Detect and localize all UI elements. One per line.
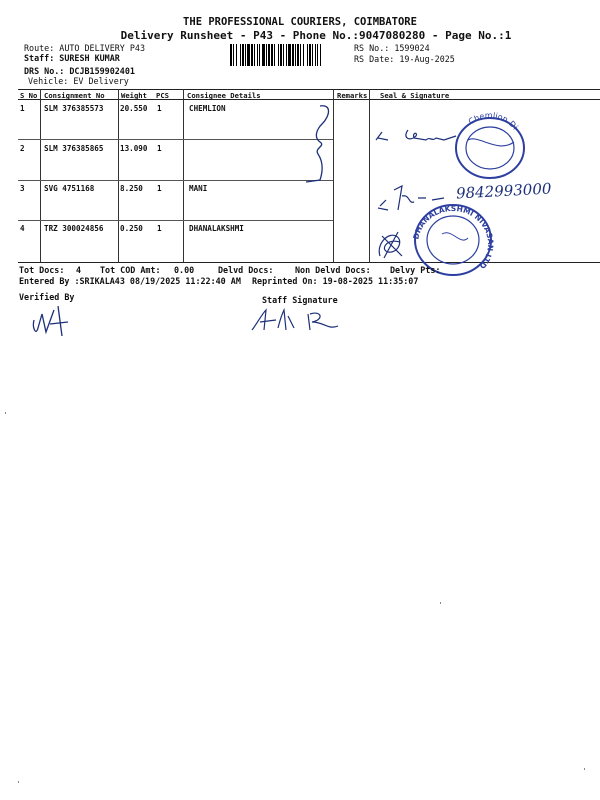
vehicle-label: Vehicle: EV Delivery <box>28 76 129 86</box>
company-stamp <box>448 108 534 186</box>
staff-label: Staff: SURESH KUMAR <box>24 53 120 63</box>
barcode-bar <box>321 44 324 66</box>
svg-text:DHANALAKSHMI NIVASAN LTD <box>411 204 495 271</box>
scan-speck <box>440 602 441 604</box>
row-consignment: TRZ 300024856 <box>44 224 104 233</box>
col-divider <box>40 89 41 262</box>
row-weight: 20.550 <box>120 104 148 113</box>
row-consignee: MANI <box>189 184 208 193</box>
barcode <box>230 44 348 66</box>
cod-label: Tot COD Amt: <box>100 265 161 275</box>
row-separator <box>18 180 333 181</box>
row-separator <box>18 220 333 221</box>
tot-docs-value: 4 <box>76 265 82 275</box>
row-pcs: 1 <box>157 144 162 153</box>
row-sno: 3 <box>20 184 25 193</box>
rs-date: RS Date: 19-Aug-2025 <box>354 54 455 64</box>
scan-speck <box>18 781 19 783</box>
entered-by: Entered By :SRIKALA43 08/19/2025 11:22:40 AM <box>19 276 241 286</box>
table-bottom-rule <box>18 262 600 263</box>
col-header-weight: Weight <box>121 91 147 100</box>
col-header-remarks: Remarks <box>337 91 368 100</box>
verified-by-label: Verified By <box>19 292 75 302</box>
row-weight: 8.250 <box>120 184 143 193</box>
rs-number: RS No.: 1599024 <box>354 43 430 53</box>
row-sno: 4 <box>20 224 25 233</box>
staff-signature-label: Staff Signature <box>262 295 338 305</box>
row-sno: 1 <box>20 104 25 113</box>
staff-signature <box>248 306 344 334</box>
drs-number: DRS No.: DCJB159902401 <box>24 66 135 76</box>
table-top-rule <box>18 89 600 90</box>
row-consignee: CHEMLION <box>189 104 226 113</box>
non-delvd-docs-label: Non Delvd Docs: <box>295 265 371 275</box>
col-divider <box>118 89 119 262</box>
col-header-pcs: PCS <box>156 91 169 100</box>
row-consignment: SLM 376385573 <box>44 104 104 113</box>
row-weight: 13.090 <box>120 144 148 153</box>
verifier-signature <box>28 302 80 338</box>
reprinted-on: Reprinted On: 19-08-2025 11:35:07 <box>252 276 419 286</box>
route-label: Route: AUTO DELIVERY P43 <box>24 43 146 53</box>
company-name: THE PROFESSIONAL COURIERS, COIMBATORE <box>183 16 417 28</box>
row-consignment: SVG 4751168 <box>44 184 95 193</box>
row-consignment: SLM 376385865 <box>44 144 104 153</box>
handwritten-bracket <box>300 102 340 186</box>
svg-text:Chemlion Di <box>467 111 520 132</box>
row-pcs: 1 <box>157 184 162 193</box>
row-sno: 2 <box>20 144 25 153</box>
signature-row4 <box>374 228 408 260</box>
table-header-rule <box>18 99 600 100</box>
row-consignee: DHANALAKSHMI <box>189 224 244 233</box>
stamp2-text: DHANALAKSHMI NIVASAN LTD <box>411 204 496 271</box>
row-pcs: 1 <box>157 104 162 113</box>
cod-value: 0.00 <box>174 265 195 275</box>
delvd-docs-label: Delvd Docs: <box>218 265 274 275</box>
col-header-seal-signature: Seal & Signature <box>380 91 450 100</box>
col-header-consignee: Consignee Details <box>187 91 261 100</box>
col-header-sno: S No <box>20 91 38 100</box>
delvy-pts-label: Delvy Pts: <box>390 265 441 275</box>
handwritten-phone: 9842993000 <box>455 179 552 203</box>
col-divider <box>369 89 370 262</box>
row-weight: 0.250 <box>120 224 143 233</box>
col-header-consignment: Consignment No <box>44 91 105 100</box>
runsheet-title: Delivery Runsheet - P43 - Phone No.:9047080280 - Page No.:1 <box>120 29 512 42</box>
col-divider <box>183 89 184 262</box>
row-separator <box>18 139 333 140</box>
tot-docs-label: Tot Docs: <box>19 265 65 275</box>
row-pcs: 1 <box>157 224 162 233</box>
scan-speck <box>584 768 585 770</box>
scan-speck <box>5 412 6 414</box>
stamp1-text: Chemlion Di <box>466 110 520 132</box>
